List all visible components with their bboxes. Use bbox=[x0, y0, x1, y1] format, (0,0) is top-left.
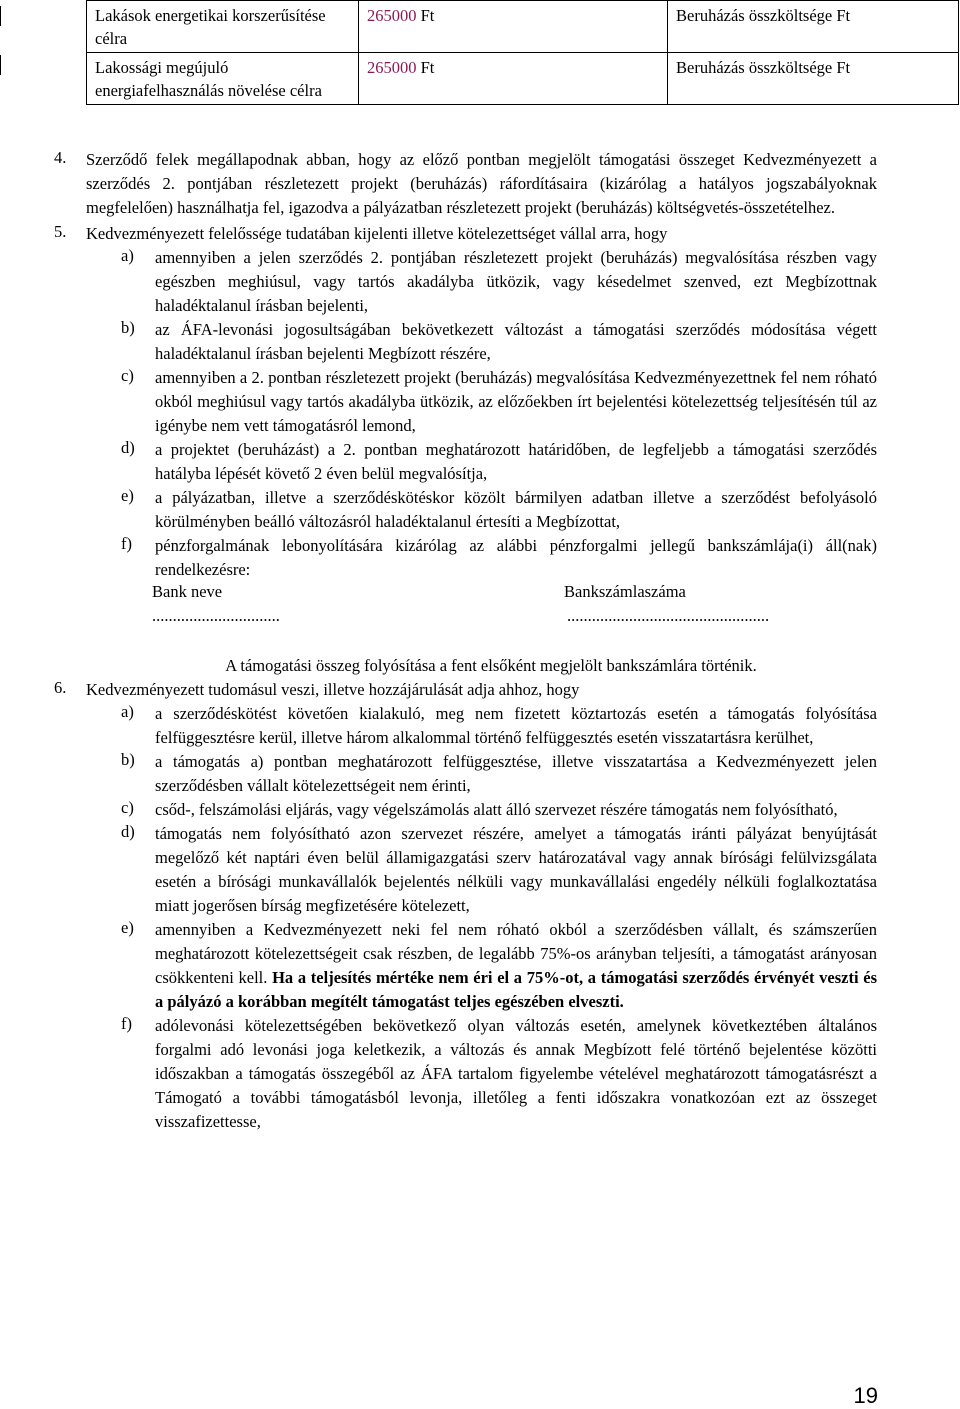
item-text: amennyiben a 2. pontban részletezett projekt (beruházás) megvalósítása Kedvezményezettnek fel nem róható okból meghiúsul vagy tartós akadályba ütközik, az előzőekben írt bejelentési kötelezettség teljesítésén túl az igénybe nem vett támogatásról lemond, bbox=[155, 368, 877, 435]
item-label: e) bbox=[121, 486, 134, 505]
section-6 bbox=[0, 678, 960, 702]
bank-header-row bbox=[152, 582, 877, 606]
item-label: e) bbox=[121, 918, 134, 937]
basis-cell: Beruházás összköltsége Ft bbox=[668, 1, 959, 53]
list-item bbox=[121, 486, 877, 534]
basis-cell: Beruházás összköltsége Ft bbox=[668, 53, 959, 105]
bank-name-field: ............................... bbox=[152, 606, 280, 625]
amount-value: 265000 bbox=[367, 6, 417, 25]
list-item bbox=[121, 702, 877, 750]
section-5 bbox=[0, 222, 960, 246]
bank-account-label: Bankszámlaszáma bbox=[564, 582, 686, 601]
item-label: c) bbox=[121, 366, 134, 385]
item-text-regular: amennyiben a Kedvezményezett neki fel nem róható okból a szerződésben vállalt, és számszerűen meghatározott kötelezettségeit csak részben, de legalább 75%-os arányban teljesíti, a támogatást arányosan csökkenteni kell. bbox=[155, 920, 877, 987]
amount-cell bbox=[359, 53, 668, 105]
section-intro: Kedvezményezett tudomásul veszi, illetve hozzájárulását adja ahhoz, hogy bbox=[86, 680, 580, 699]
item-text: amennyiben a jelen szerződés 2. pontjában részletezett projekt (beruházás) megvalósítása részben vagy egészben meghiúsul, vagy tartós akadályba ütközik, vagy késedelmet szenved, ezt Megbízottnak haladéktalanul írásban bejelenti, bbox=[155, 248, 877, 315]
payment-note: A támogatási összeg folyósítása a fent elsőként megjelölt bankszámlára történik. bbox=[225, 656, 757, 675]
section-number: 5. bbox=[54, 222, 67, 241]
item-text: a szerződéskötést követően kialakuló, meg nem fizetett köztartozás esetén a támogatás folyósítása felfüggesztésre kerül, illetve három alkalommal történő felfüggesztés esetén visszatartásra kerülhet, bbox=[155, 704, 877, 747]
list-item bbox=[121, 366, 877, 438]
item-label: d) bbox=[121, 822, 135, 841]
item-text: adólevonási kötelezettségében bekövetkező olyan változás esetén, amelynek következtében általános forgalmi adó levonási joga keletkezik, a változás és annak Megbízott felé történő bejelentése közötti időszakban a támogatás összegéből az ÁFA tartalom figyelembe vételével meghatározott támogatásrészt a Támogató a további támogatásból levonja, illetőleg a fenti időszakra vonatkozóan ezt az összeget visszafizettesse, bbox=[155, 1016, 877, 1131]
table-row bbox=[87, 53, 959, 105]
list-item bbox=[121, 246, 877, 318]
amount-value: 265000 bbox=[367, 58, 417, 77]
bank-account-field: ................................................. bbox=[567, 606, 770, 625]
list-item bbox=[121, 534, 877, 582]
item-label: f) bbox=[121, 534, 132, 553]
item-label: b) bbox=[121, 750, 135, 769]
bank-fill-row bbox=[152, 606, 877, 630]
item-label: b) bbox=[121, 318, 135, 337]
item-text: csőd-, felszámolási eljárás, vagy végelszámolás alatt álló szervezet részére támogatás nem folyósítható, bbox=[155, 800, 838, 819]
item-text: pénzforgalmának lebonyolítására kizárólag az alábbi pénzforgalmi jellegű bankszámlája(i) áll(nak) rendelkezésre: bbox=[155, 536, 877, 579]
item-label: f) bbox=[121, 1014, 132, 1033]
section-number: 4. bbox=[54, 148, 67, 167]
amount-unit: Ft bbox=[416, 6, 435, 25]
item-label: a) bbox=[121, 702, 134, 721]
item-label: d) bbox=[121, 438, 135, 457]
section-4 bbox=[0, 148, 960, 220]
item-text: a projektet (beruházást) a 2. pontban meghatározott határidőben, de legfeljebb a támogatási szerződés hatályba lépését követő 2 éven belül megvalósítja, bbox=[155, 440, 877, 483]
item-text: a pályázatban, illetve a szerződéskötéskor közölt bármilyen adatban illetve a szerződést befolyásoló körülményben beálló változásról haladéktalanul értesíti a Megbízottat, bbox=[155, 488, 877, 531]
item-text bbox=[155, 918, 877, 1014]
purpose-cell: Lakossági megújuló energiafelhasználás növelése célra bbox=[87, 53, 359, 105]
item-label: a) bbox=[121, 246, 134, 265]
amount-cell bbox=[359, 1, 668, 53]
list-item bbox=[121, 822, 877, 918]
list-item bbox=[121, 1014, 877, 1134]
item-text: a támogatás a) pontban meghatározott felfüggesztése, illetve visszatartása a Kedvezményezett jelen szerződésben vállalt kötelezettségeit nem érinti, bbox=[155, 752, 877, 795]
page-number: 19 bbox=[853, 1383, 878, 1408]
bank-name-label: Bank neve bbox=[152, 582, 223, 601]
list-item bbox=[121, 438, 877, 486]
purpose-cell: Lakások energetikai korszerűsítése célra bbox=[87, 1, 359, 53]
item-text-bold: Ha a teljesítés mértéke nem éri el a 75%-ot, a támogatási szerződés érvényét veszti és a pályázó a korábban megítélt támogatást teljes egészében elveszti. bbox=[155, 968, 877, 1011]
amount-unit: Ft bbox=[416, 58, 435, 77]
section-text: Szerződő felek megállapodnak abban, hogy az előző pontban megjelölt támogatási összeget Kedvezményezett a szerződés 2. pontjában részletezett projekt (beruházás) ráfordításaira (kizárólag a hatályos jogszabályoknak megfelelően) használhatja fel, igazodva a pályázatban részletezett projekt (beruházás) költségvetés-összetételhez. bbox=[86, 150, 877, 217]
item-text: támogatás nem folyósítható azon szervezet részére, amelyet a támogatás iránti pályázat benyújtását megelőző két naptári éven belül államigazgatási szerv határozatával vagy annak bírósági felülvizsgálata esetén a bírósági munkavállalók bejelentés nélküli vagy munkavállalási engedély nélküli foglalkoztatása miatt jogerősen bírság megfizetésére kötelezett, bbox=[155, 824, 877, 915]
support-amount-table bbox=[86, 0, 959, 105]
list-item bbox=[121, 318, 877, 366]
list-item bbox=[121, 918, 877, 1014]
document-body bbox=[0, 148, 960, 1134]
table-row bbox=[87, 1, 959, 53]
section-number: 6. bbox=[54, 678, 67, 697]
section-intro: Kedvezményezett felelőssége tudatában kijelenti illetve kötelezettséget vállal arra, hogy bbox=[86, 224, 668, 243]
list-item bbox=[121, 750, 877, 798]
item-text: az ÁFA-levonási jogosultságában bekövetkezett változást a támogatási szerződés módosítása végett haladéktalanul írásban bejelenti Megbízott részére, bbox=[155, 320, 877, 363]
revision-mark bbox=[0, 55, 1, 75]
revision-mark bbox=[0, 6, 1, 26]
item-label: c) bbox=[121, 798, 134, 817]
list-item bbox=[121, 798, 877, 822]
